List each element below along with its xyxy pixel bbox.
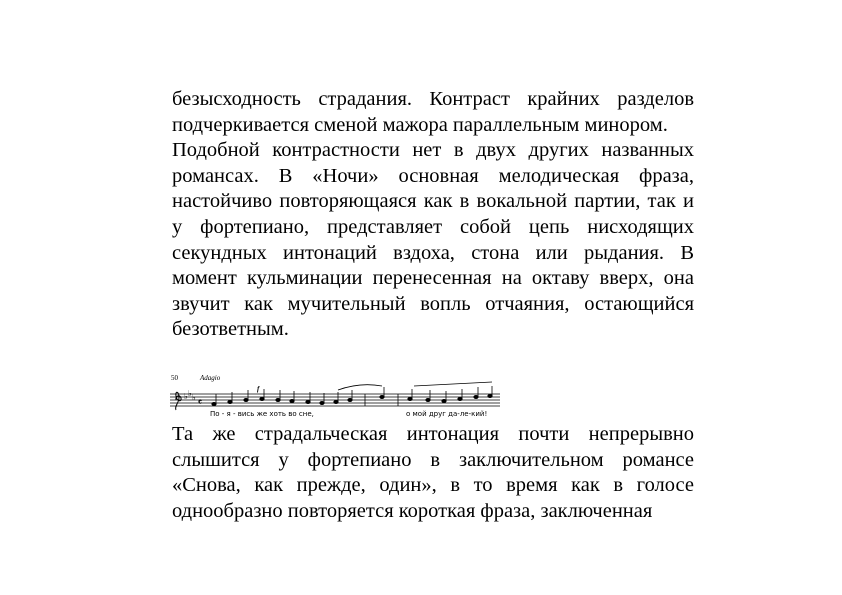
svg-text:♭: ♭ <box>192 393 196 402</box>
text-body-top <box>172 87 694 343</box>
music-tempo: Adagio <box>200 374 221 382</box>
staff-lines <box>170 394 500 406</box>
svg-text:♭: ♭ <box>188 389 192 398</box>
paragraph-2: Подобной контрастности нет в двух других названных романсах. В «Ночи» основная мелодическая фраза, настойчиво повторяющаяся как в вокальной партии, так и у фортепиано, представляет собой цепь нисходящих секундных интонаций вздоха, стона или рыдания. В момент кульминации перенесенная на октаву вверх, она звучит как мучительный вопль отчаяния, остающийся безответным. <box>172 139 694 341</box>
lyrics-line-2: о мой друг да-ле-кий! <box>406 410 488 418</box>
time-signature: 𝄴 <box>198 397 203 407</box>
treble-clef-icon <box>176 392 182 410</box>
paragraph-3: Та же страдальческая интонация почти непрерывно слышится у фортепиано в заключительном романсе «Снова, как прежде, один», в то время как в голосе однообразно повторяется короткая фраза, заключенная <box>172 423 694 522</box>
music-notation <box>170 372 500 418</box>
music-example-number: 50 <box>171 374 178 382</box>
music-example <box>170 372 500 418</box>
paragraph-1: безысходность страдания. Контраст крайних разделов подчеркивается сменой мажора параллельным минором. <box>172 88 694 136</box>
music-dynamic: f <box>257 385 260 393</box>
text-body-bottom <box>172 422 694 524</box>
lyrics-line-1: По - я - вись же хоть во сне, <box>210 410 314 418</box>
svg-text:♭: ♭ <box>184 392 188 401</box>
